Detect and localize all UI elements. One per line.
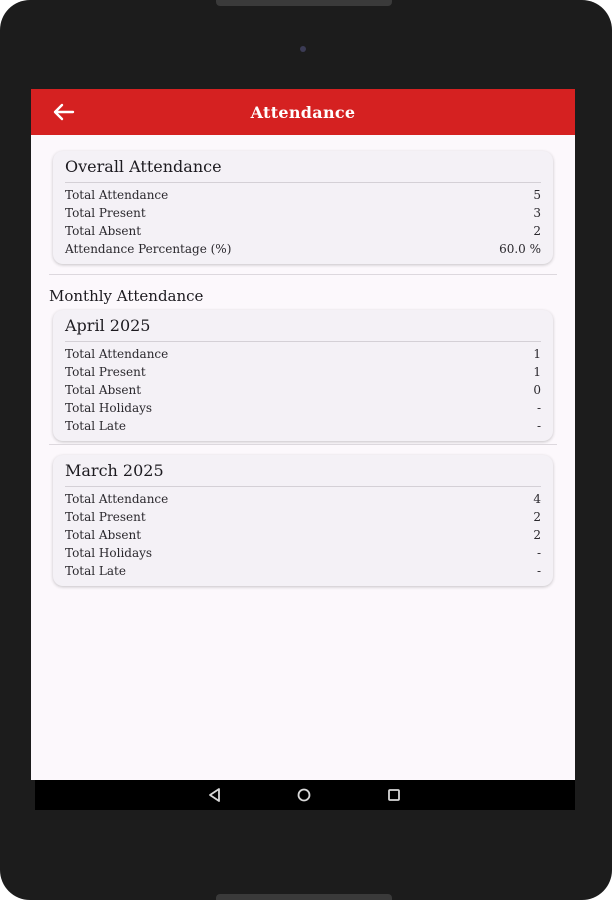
system-nav-bar	[35, 780, 575, 810]
section-divider	[49, 274, 557, 275]
card-title: March 2025	[65, 461, 164, 480]
stat-row	[65, 222, 541, 240]
month-card-march	[53, 455, 553, 586]
stat-value: 2	[533, 528, 541, 542]
month-card-april	[53, 310, 553, 441]
stat-label: Total Holidays	[65, 546, 153, 560]
device-bottom-edge	[216, 894, 392, 900]
app-screen	[31, 89, 575, 780]
app-bar	[31, 89, 575, 135]
stat-label: Total Attendance	[65, 347, 169, 361]
stat-row	[65, 204, 541, 222]
card-divider	[65, 486, 541, 487]
stat-label: Total Present	[65, 365, 146, 379]
stat-label: Total Present	[65, 206, 146, 220]
stat-label: Total Present	[65, 510, 146, 524]
stat-value: -	[536, 401, 541, 415]
stat-row	[65, 490, 541, 508]
stat-row	[65, 526, 541, 544]
stat-value: 1	[533, 365, 541, 379]
triangle-back-icon[interactable]	[207, 787, 223, 803]
device-top-edge	[216, 0, 392, 6]
page-title: Attendance	[250, 103, 356, 122]
card-divider	[65, 182, 541, 183]
stat-row	[65, 345, 541, 363]
card-title: Overall Attendance	[65, 157, 222, 176]
stat-label: Total Late	[65, 564, 126, 578]
stat-value: 0	[533, 383, 541, 397]
stat-value: 3	[533, 206, 541, 220]
stat-row	[65, 544, 541, 562]
overall-attendance-card	[53, 151, 553, 264]
stat-label: Attendance Percentage (%)	[65, 242, 232, 256]
monthly-attendance-heading: Monthly Attendance	[49, 287, 204, 305]
stat-row	[65, 381, 541, 399]
stat-value: 2	[533, 224, 541, 238]
stat-label: Total Attendance	[65, 492, 169, 506]
front-camera	[300, 46, 306, 52]
stat-label: Total Absent	[65, 224, 142, 238]
section-divider	[49, 444, 557, 445]
stat-row	[65, 240, 541, 258]
stat-value: 2	[533, 510, 541, 524]
stat-label: Total Late	[65, 419, 126, 433]
stat-row	[65, 186, 541, 204]
stat-value: 60.0 %	[499, 242, 541, 256]
card-divider	[65, 341, 541, 342]
stat-row	[65, 508, 541, 526]
stat-value: 5	[533, 188, 541, 202]
square-recents-icon[interactable]	[386, 787, 402, 803]
circle-home-icon[interactable]	[296, 787, 312, 803]
stat-row	[65, 562, 541, 580]
stat-value: -	[536, 546, 541, 560]
stat-row	[65, 417, 541, 435]
card-title: April 2025	[65, 316, 151, 335]
stat-value: -	[536, 419, 541, 433]
stat-label: Total Holidays	[65, 401, 153, 415]
stat-value: 4	[533, 492, 541, 506]
stat-row	[65, 399, 541, 417]
stat-value: -	[536, 564, 541, 578]
stat-value: 1	[533, 347, 541, 361]
stat-row	[65, 363, 541, 381]
stat-label: Total Absent	[65, 383, 142, 397]
stat-label: Total Attendance	[65, 188, 169, 202]
stat-label: Total Absent	[65, 528, 142, 542]
